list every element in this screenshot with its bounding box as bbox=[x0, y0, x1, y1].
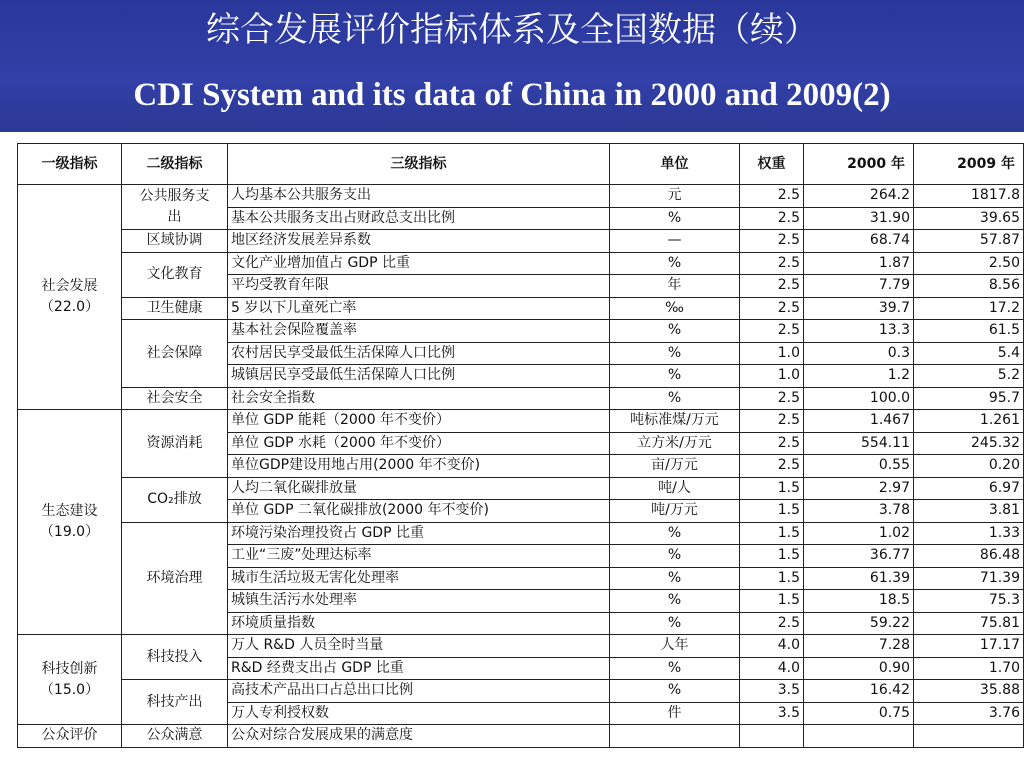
unit-cell: 元 bbox=[610, 185, 740, 208]
weight-cell: 2.5 bbox=[740, 185, 804, 208]
value-2009-cell: 61.5 bbox=[914, 320, 1024, 343]
table-sheet bbox=[0, 132, 1024, 768]
value-2000-cell: 36.77 bbox=[804, 545, 914, 568]
indicator-cell: 平均受教育年限 bbox=[228, 275, 610, 298]
value-2000-cell: 100.0 bbox=[804, 387, 914, 410]
value-2009-cell: 1.70 bbox=[914, 657, 1024, 680]
indicator-cell: 万人 R&D 人员全时当量 bbox=[228, 635, 610, 658]
value-2009-cell: 1.33 bbox=[914, 522, 1024, 545]
indicator-cell: 基本社会保险覆盖率 bbox=[228, 320, 610, 343]
level2-cell: 公众满意 bbox=[122, 725, 228, 748]
unit-cell: % bbox=[610, 387, 740, 410]
header-level3: 三级指标 bbox=[228, 144, 610, 185]
weight-cell: 4.0 bbox=[740, 657, 804, 680]
value-2009-cell: 3.76 bbox=[914, 702, 1024, 725]
value-2000-cell: 39.7 bbox=[804, 297, 914, 320]
level1-cell bbox=[18, 725, 122, 748]
indicator-cell: 环境质量指数 bbox=[228, 612, 610, 635]
indicator-cell: 单位 GDP 水耗（2000 年不变价） bbox=[228, 432, 610, 455]
level2-cell: 卫生健康 bbox=[122, 297, 228, 320]
level2-cell: 资源消耗 bbox=[122, 410, 228, 478]
weight-cell: 2.5 bbox=[740, 230, 804, 253]
slide-header bbox=[0, 0, 1024, 132]
value-2000-cell: 0.75 bbox=[804, 702, 914, 725]
value-2000-cell: 13.3 bbox=[804, 320, 914, 343]
weight-cell: 2.5 bbox=[740, 320, 804, 343]
value-2009-cell: 39.65 bbox=[914, 207, 1024, 230]
value-2009-cell: 75.81 bbox=[914, 612, 1024, 635]
unit-cell: — bbox=[610, 230, 740, 253]
table-row bbox=[18, 477, 1024, 500]
indicator-cell: 社会安全指数 bbox=[228, 387, 610, 410]
indicator-cell: 城镇居民享受最低生活保障人口比例 bbox=[228, 365, 610, 388]
indicator-cell: 基本公共服务支出占财政总支出比例 bbox=[228, 207, 610, 230]
value-2009-cell: 0.20 bbox=[914, 455, 1024, 478]
indicator-cell: 高技术产品出口占总出口比例 bbox=[228, 680, 610, 703]
weight-cell: 2.5 bbox=[740, 252, 804, 275]
value-2000-cell: 0.90 bbox=[804, 657, 914, 680]
unit-cell: 年 bbox=[610, 275, 740, 298]
value-2000-cell: 31.90 bbox=[804, 207, 914, 230]
indicator-cell: 5 岁以下儿童死亡率 bbox=[228, 297, 610, 320]
level2-cell: 社会保障 bbox=[122, 320, 228, 388]
level1-name: 社会发展 bbox=[41, 278, 98, 294]
table-row bbox=[18, 387, 1024, 410]
value-2009-cell: 245.32 bbox=[914, 432, 1024, 455]
indicator-cell: 工业“三废”处理达标率 bbox=[228, 545, 610, 568]
unit-cell: % bbox=[610, 320, 740, 343]
unit-cell: 人年 bbox=[610, 635, 740, 658]
level1-cell bbox=[18, 410, 122, 635]
header-level1: 一级指标 bbox=[18, 144, 122, 185]
level2-cell: CO₂排放 bbox=[122, 477, 228, 522]
indicator-cell: 地区经济发展差异系数 bbox=[228, 230, 610, 253]
weight-cell: 1.5 bbox=[740, 477, 804, 500]
table-row bbox=[18, 185, 1024, 208]
level1-cell bbox=[18, 635, 122, 725]
indicator-cell: 农村居民享受最低生活保障人口比例 bbox=[228, 342, 610, 365]
level1-weight: （22.0） bbox=[39, 299, 100, 315]
weight-cell: 1.0 bbox=[740, 342, 804, 365]
table-row bbox=[18, 680, 1024, 703]
unit-cell bbox=[610, 725, 740, 748]
unit-cell: ‰ bbox=[610, 297, 740, 320]
indicator-cell: 人均基本公共服务支出 bbox=[228, 185, 610, 208]
unit-cell: % bbox=[610, 342, 740, 365]
indicator-cell: R&D 经费支出占 GDP 比重 bbox=[228, 657, 610, 680]
value-2000-cell: 18.5 bbox=[804, 590, 914, 613]
weight-cell: 2.5 bbox=[740, 455, 804, 478]
level2-cell: 公共服务支出 bbox=[122, 185, 228, 230]
weight-cell: 2.5 bbox=[740, 612, 804, 635]
weight-cell bbox=[740, 725, 804, 748]
value-2000-cell bbox=[804, 725, 914, 748]
value-2000-cell: 3.78 bbox=[804, 500, 914, 523]
table-row bbox=[18, 252, 1024, 275]
unit-cell: % bbox=[610, 365, 740, 388]
indicator-cell: 单位 GDP 能耗（2000 年不变价） bbox=[228, 410, 610, 433]
level2-cell: 科技产出 bbox=[122, 680, 228, 725]
header-weight: 权重 bbox=[740, 144, 804, 185]
table-row bbox=[18, 230, 1024, 253]
unit-cell: % bbox=[610, 545, 740, 568]
value-2000-cell: 1.02 bbox=[804, 522, 914, 545]
level2-cell: 科技投入 bbox=[122, 635, 228, 680]
value-2000-cell: 0.3 bbox=[804, 342, 914, 365]
value-2000-cell: 68.74 bbox=[804, 230, 914, 253]
indicator-cell: 环境污染治理投资占 GDP 比重 bbox=[228, 522, 610, 545]
value-2000-cell: 61.39 bbox=[804, 567, 914, 590]
indicator-cell: 单位 GDP 二氧化碳排放(2000 年不变价) bbox=[228, 500, 610, 523]
value-2000-cell: 16.42 bbox=[804, 680, 914, 703]
unit-cell: % bbox=[610, 567, 740, 590]
indicator-cell: 城市生活垃圾无害化处理率 bbox=[228, 567, 610, 590]
value-2000-cell: 1.467 bbox=[804, 410, 914, 433]
unit-cell: % bbox=[610, 207, 740, 230]
value-2000-cell: 7.79 bbox=[804, 275, 914, 298]
level2-cell: 文化教育 bbox=[122, 252, 228, 297]
unit-cell: % bbox=[610, 657, 740, 680]
unit-cell: 吨/万元 bbox=[610, 500, 740, 523]
weight-cell: 2.5 bbox=[740, 275, 804, 298]
weight-cell: 2.5 bbox=[740, 207, 804, 230]
value-2009-cell: 5.4 bbox=[914, 342, 1024, 365]
weight-cell: 3.5 bbox=[740, 680, 804, 703]
weight-cell: 1.5 bbox=[740, 567, 804, 590]
weight-cell: 4.0 bbox=[740, 635, 804, 658]
table-row bbox=[18, 635, 1024, 658]
indicator-cell: 文化产业增加值占 GDP 比重 bbox=[228, 252, 610, 275]
value-2000-cell: 1.87 bbox=[804, 252, 914, 275]
unit-cell: % bbox=[610, 522, 740, 545]
table-row bbox=[18, 522, 1024, 545]
weight-cell: 1.5 bbox=[740, 522, 804, 545]
value-2009-cell: 1817.8 bbox=[914, 185, 1024, 208]
value-2009-cell: 3.81 bbox=[914, 500, 1024, 523]
level1-name: 生态建设 bbox=[41, 503, 98, 519]
level2-cell: 社会安全 bbox=[122, 387, 228, 410]
table-body bbox=[18, 185, 1024, 748]
value-2009-cell: 86.48 bbox=[914, 545, 1024, 568]
value-2000-cell: 2.97 bbox=[804, 477, 914, 500]
value-2009-cell: 6.97 bbox=[914, 477, 1024, 500]
value-2009-cell: 35.88 bbox=[914, 680, 1024, 703]
value-2009-cell: 17.17 bbox=[914, 635, 1024, 658]
table-row bbox=[18, 297, 1024, 320]
weight-cell: 2.5 bbox=[740, 297, 804, 320]
indicator-cell: 城镇生活污水处理率 bbox=[228, 590, 610, 613]
table-row bbox=[18, 320, 1024, 343]
indicator-cell: 公众对综合发展成果的满意度 bbox=[228, 725, 610, 748]
header-unit: 单位 bbox=[610, 144, 740, 185]
table-row bbox=[18, 725, 1024, 748]
table-row bbox=[18, 410, 1024, 433]
value-2000-cell: 554.11 bbox=[804, 432, 914, 455]
value-2009-cell: 1.261 bbox=[914, 410, 1024, 433]
value-2000-cell: 59.22 bbox=[804, 612, 914, 635]
value-2009-cell: 75.3 bbox=[914, 590, 1024, 613]
value-2009-cell: 2.50 bbox=[914, 252, 1024, 275]
level1-name: 公众评价 bbox=[41, 727, 98, 744]
weight-cell: 2.5 bbox=[740, 432, 804, 455]
unit-cell: % bbox=[610, 252, 740, 275]
level1-name: 科技创新 bbox=[41, 660, 98, 677]
value-2000-cell: 1.2 bbox=[804, 365, 914, 388]
weight-cell: 1.5 bbox=[740, 590, 804, 613]
header-2009: 2009 年 bbox=[914, 144, 1024, 185]
value-2000-cell: 0.55 bbox=[804, 455, 914, 478]
weight-cell: 1.5 bbox=[740, 500, 804, 523]
level1-weight: （19.0） bbox=[39, 524, 100, 540]
value-2009-cell bbox=[914, 725, 1024, 748]
unit-cell: 吨标准煤/万元 bbox=[610, 410, 740, 433]
indicator-cell: 人均二氧化碳排放量 bbox=[228, 477, 610, 500]
value-2009-cell: 95.7 bbox=[914, 387, 1024, 410]
value-2000-cell: 7.28 bbox=[804, 635, 914, 658]
value-2000-cell: 264.2 bbox=[804, 185, 914, 208]
value-2009-cell: 57.87 bbox=[914, 230, 1024, 253]
header-2000: 2000 年 bbox=[804, 144, 914, 185]
slide-title-chinese: 综合发展评价指标体系及全国数据（续） bbox=[206, 10, 818, 50]
slide-title-english: CDI System and its data of China in 2000 and 2009(2) bbox=[133, 77, 891, 113]
value-2009-cell: 5.2 bbox=[914, 365, 1024, 388]
indicator-cell: 单位GDP建设用地占用(2000 年不变价) bbox=[228, 455, 610, 478]
weight-cell: 2.5 bbox=[740, 387, 804, 410]
indicator-table bbox=[17, 143, 1024, 748]
weight-cell: 1.5 bbox=[740, 545, 804, 568]
level2-cell: 区域协调 bbox=[122, 230, 228, 253]
unit-cell: 立方米/万元 bbox=[610, 432, 740, 455]
level2-cell: 环境治理 bbox=[122, 522, 228, 635]
unit-cell: 吨/人 bbox=[610, 477, 740, 500]
unit-cell: 亩/万元 bbox=[610, 455, 740, 478]
unit-cell: 件 bbox=[610, 702, 740, 725]
value-2009-cell: 17.2 bbox=[914, 297, 1024, 320]
weight-cell: 1.0 bbox=[740, 365, 804, 388]
value-2009-cell: 71.39 bbox=[914, 567, 1024, 590]
unit-cell: % bbox=[610, 612, 740, 635]
unit-cell: % bbox=[610, 680, 740, 703]
level1-weight: （15.0） bbox=[39, 681, 100, 698]
unit-cell: % bbox=[610, 590, 740, 613]
header-level2: 二级指标 bbox=[122, 144, 228, 185]
value-2009-cell: 8.56 bbox=[914, 275, 1024, 298]
weight-cell: 3.5 bbox=[740, 702, 804, 725]
table-header-row bbox=[18, 144, 1024, 185]
indicator-cell: 万人专利授权数 bbox=[228, 702, 610, 725]
weight-cell: 2.5 bbox=[740, 410, 804, 433]
level1-cell bbox=[18, 185, 122, 410]
